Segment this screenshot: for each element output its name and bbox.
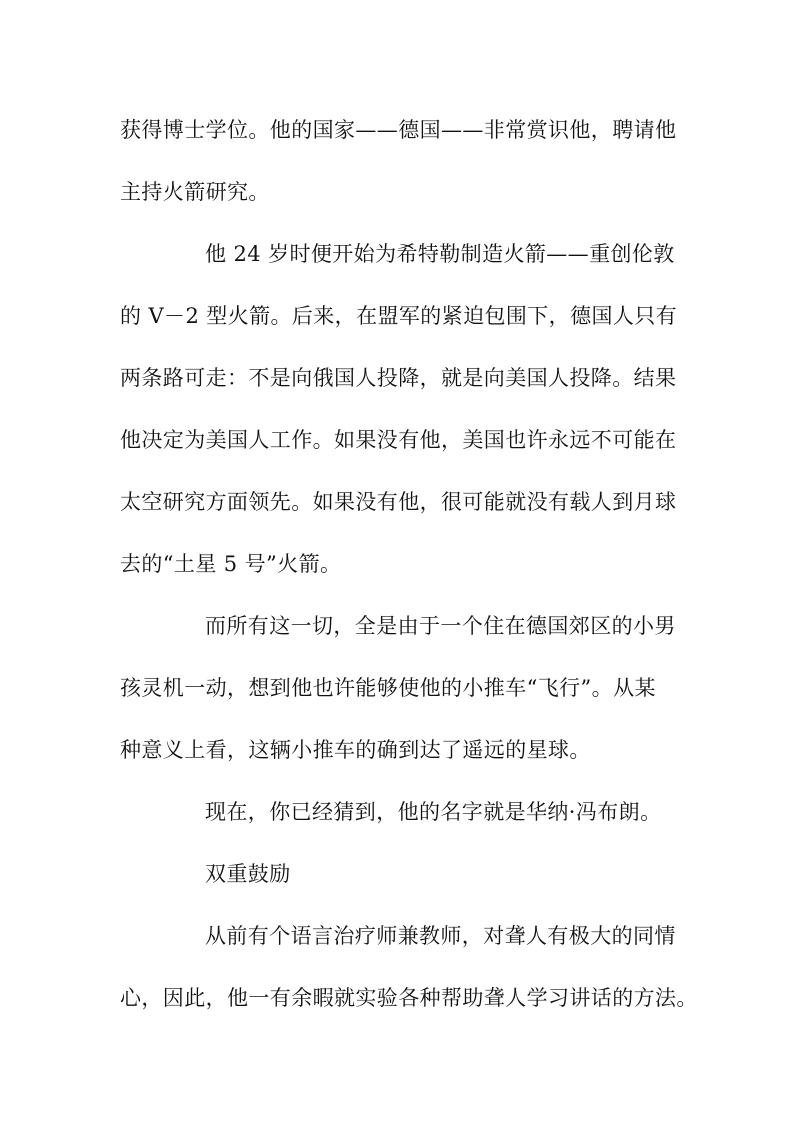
text-line: 的 V－2 型火箭。后来，在盟军的紧迫包围下，德国人只有: [120, 304, 678, 328]
text-line: 种意义上看，这辆小推车的确到达了遥远的星球。: [120, 738, 591, 762]
text-line: 主持火箭研究。: [120, 180, 270, 204]
text-line: 获得博士学位。他的国家——德国——非常赏识他，聘请他: [120, 118, 677, 142]
paragraph-first-line: 从前有个语言治疗师兼教师，对聋人有极大的同情: [205, 924, 676, 948]
section-heading: 双重鼓励: [205, 862, 291, 886]
paragraph-first-line: 而所有这一切，全是由于一个住在德国郊区的小男: [205, 614, 676, 638]
paragraph-first-line: 现在，你已经猜到，他的名字就是华纳·冯布朗。: [205, 800, 662, 824]
text-line: 两条路可走：不是向俄国人投降，就是向美国人投降。结果: [120, 366, 677, 390]
text-line: 去的“土星 5 号”火箭。: [120, 552, 342, 576]
paragraph-first-line: 他 24 岁时便开始为希特勒制造火箭——重创伦敦: [205, 242, 675, 266]
text-line: 心，因此，他一有余暇就实验各种帮助聋人学习讲话的方法。: [120, 986, 698, 1010]
text-line: 孩灵机一动，想到他也许能够使他的小推车“飞行”。从某: [120, 676, 656, 700]
text-line: 太空研究方面领先。如果没有他，很可能就没有载人到月球: [120, 490, 677, 514]
text-line: 他决定为美国人工作。如果没有他，美国也许永远不可能在: [120, 428, 677, 452]
